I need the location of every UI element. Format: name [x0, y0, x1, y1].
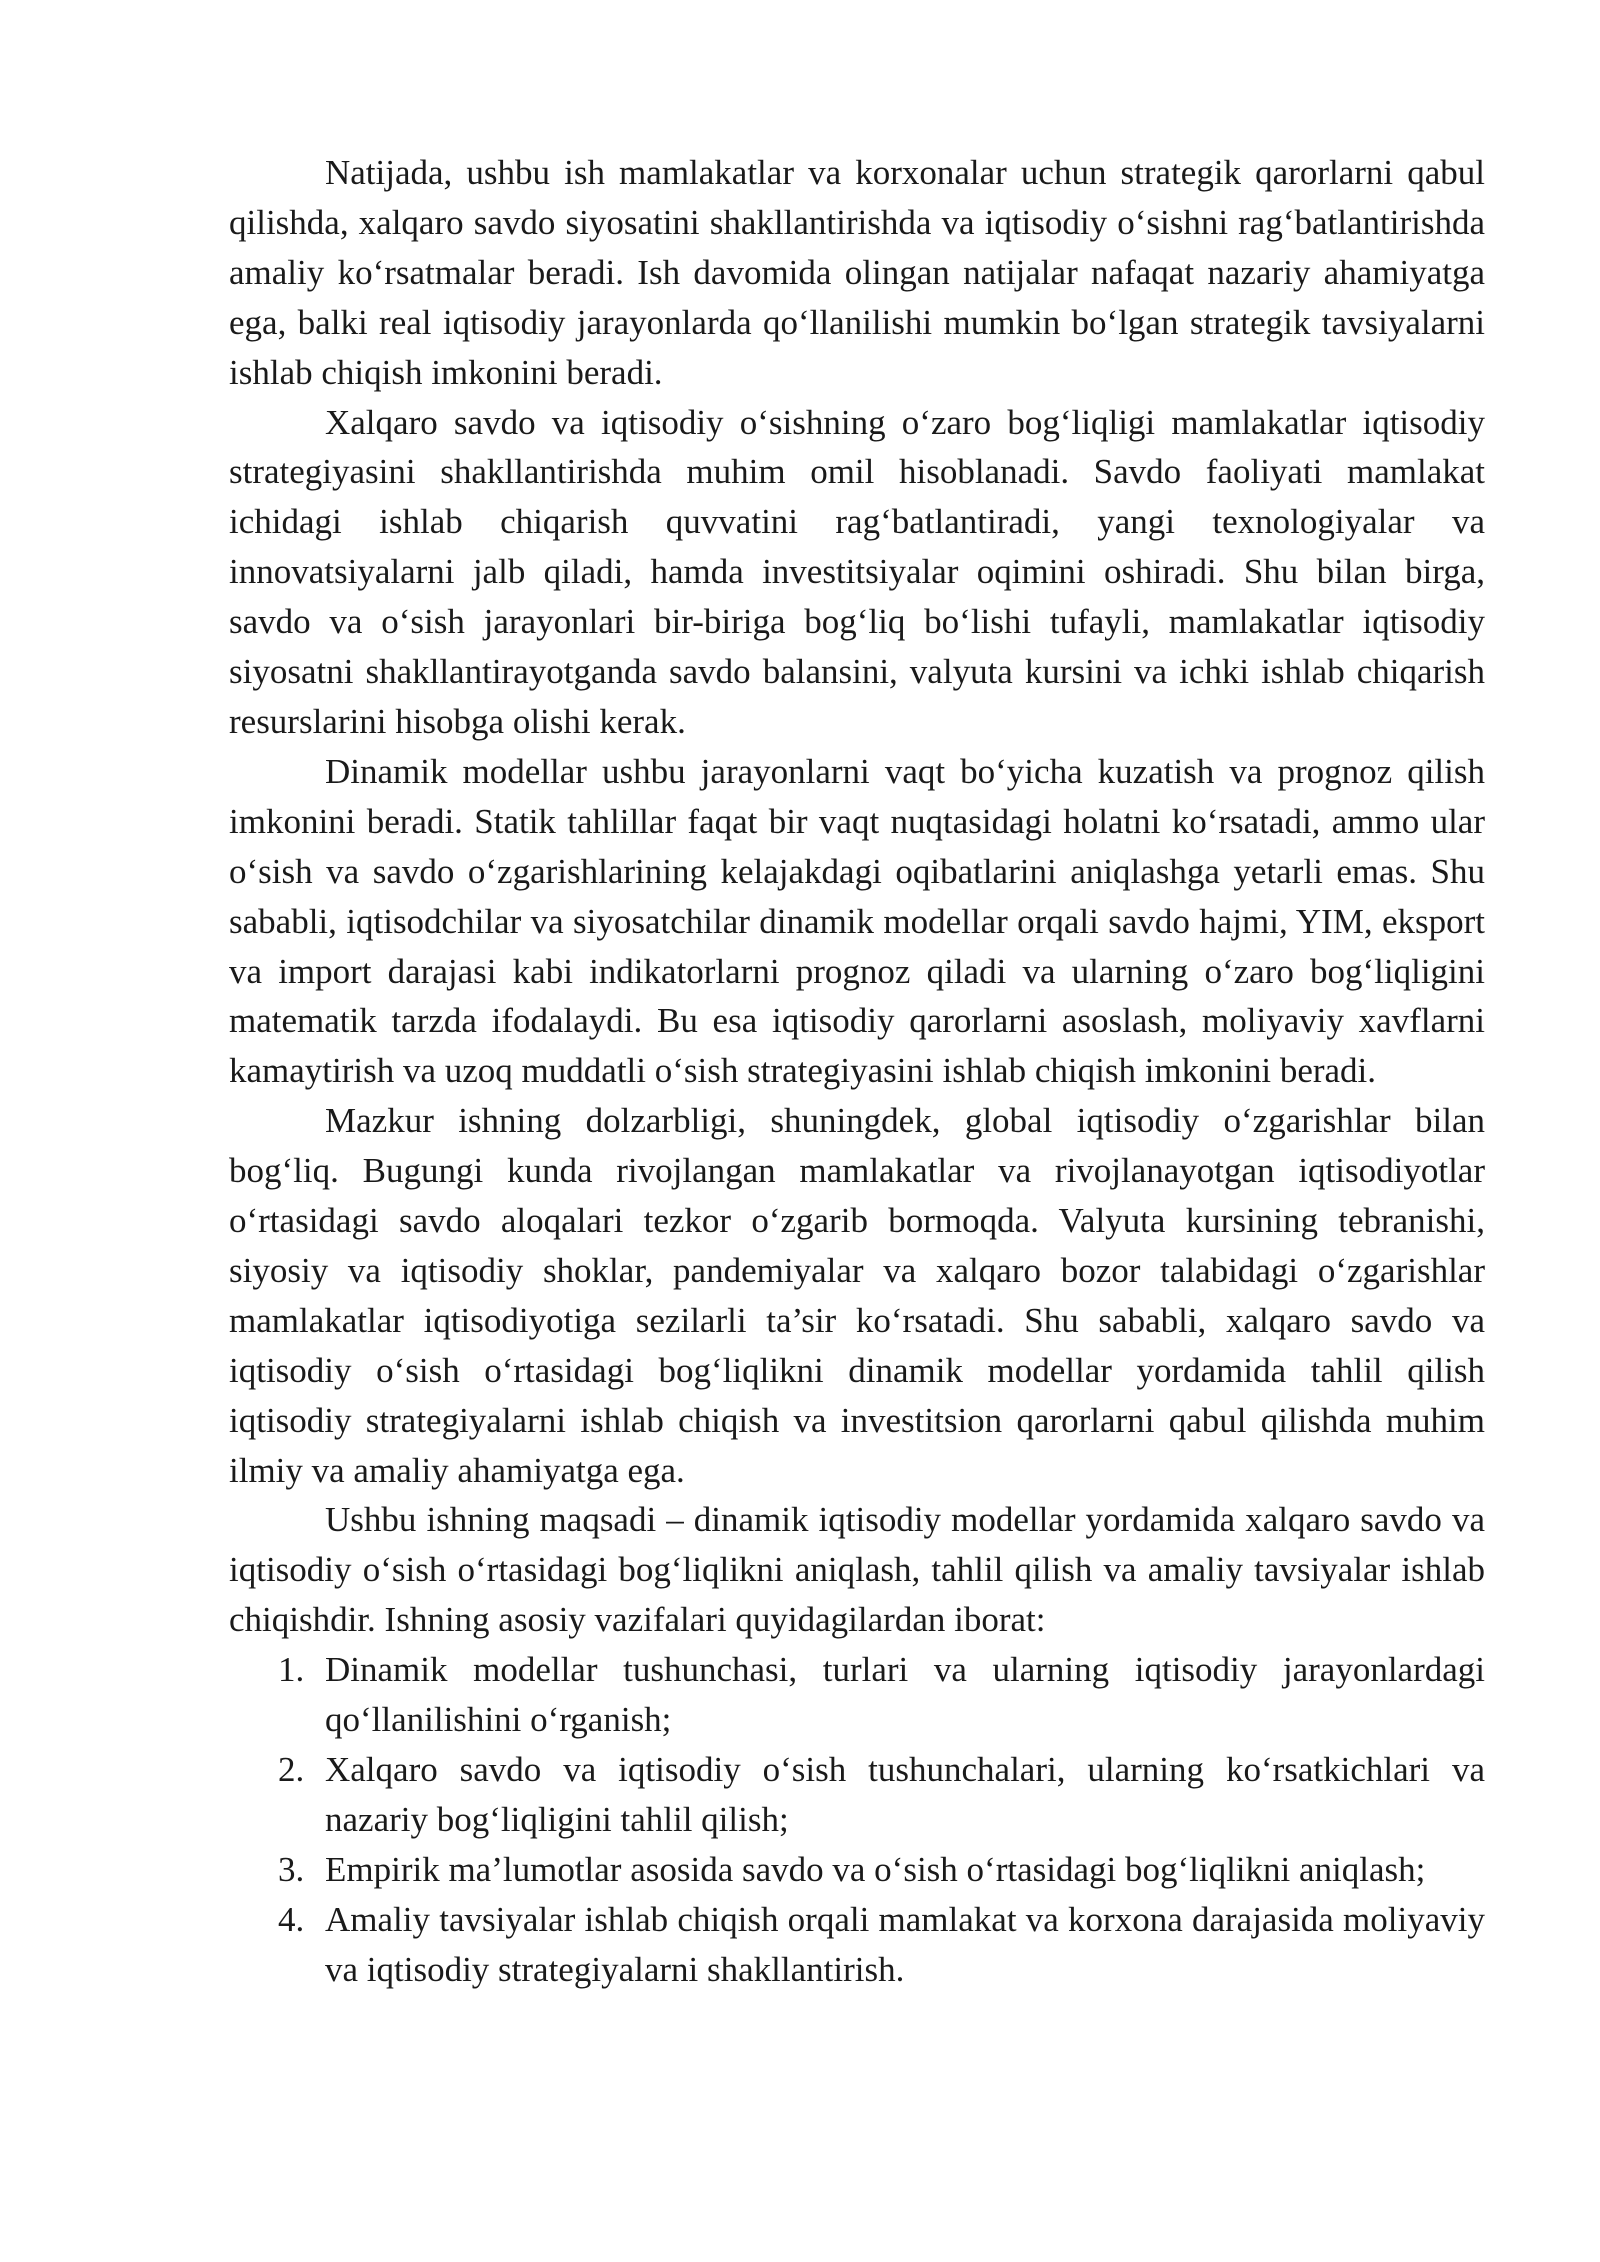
list-item-text: Amaliy tavsiyalar ishlab chiqish orqali mamlakat va korxona darajasida moliyaviy va iqtisodiy strategiyalarni shakllantirish. [325, 1899, 1485, 1989]
list-item-text: Empirik ma’lumotlar asosida savdo va o‘sish o‘rtasidagi bog‘liqlikni aniqlash; [325, 1849, 1426, 1889]
list-item-text: Dinamik modellar tushunchasi, turlari va ularning iqtisodiy jarayonlardagi qo‘llanilishini o‘rganish; [325, 1650, 1485, 1740]
list-item-text: Xalqaro savdo va iqtisodiy o‘sish tushunchalari, ularning ko‘rsatkichlari va nazariy bog‘liqligini tahlil qilish; [325, 1750, 1485, 1839]
paragraph-goal: Ushbu ishning maqsadi – dinamik iqtisodiy modellar yordamida xalqaro savdo va iqtisodiy o‘sish o‘rtasidagi bog‘liqlikni aniqlash, tahlil qilish va amaliy tavsiyalar ishlab chiqishdir. Ishning asosiy vazifalari quyidagilardan iborat: [229, 1500, 1485, 1640]
tasks-list [229, 1645, 1485, 1994]
list-item-number: 2. [278, 1750, 305, 1789]
list-item [229, 1745, 1485, 1845]
paragraph-dynamic-models: Dinamik modellar ushbu jarayonlarni vaqt bo‘yicha kuzatish va prognoz qilish imkonini beradi. Statik tahlillar faqat bir vaqt nuqtasidagi holatni ko‘rsatadi, ammo ular o‘sish va savdo o‘zgarishlarining kelajakdagi oqibatlarini aniqlashga yetarli emas. Shu sababli, iqtisodchilar va siyosatchilar dinamik modellar orqali savdo hajmi, YIM, eksport va import darajasi kabi indikatorlarni prognoz qiladi va ularning o‘zaro bog‘liqligini matematik tarzda ifodalaydi. Bu esa iqtisodiy qarorlarni asoslash, moliyaviy xavflarni kamaytirish va uzoq muddatli o‘sish strategiyasini ishlab chiqish imkonini beradi. [229, 751, 1485, 1091]
document-page [229, 148, 1485, 1995]
list-item [229, 1845, 1485, 1895]
paragraph-trade-growth: Xalqaro savdo va iqtisodiy o‘sishning o‘zaro bog‘liqligi mamlakatlar iqtisodiy strategiyasini shakllantirishda muhim omil hisoblanadi. Savdo faoliyati mamlakat ichidagi ishlab chiqarish quvvatini rag‘batlantiradi, yangi texnologiyalar va innovatsiyalarni jalb qiladi, hamda investitsiyalar oqimini oshiradi. Shu bilan birga, savdo va o‘sish jarayonlari bir-biriga bog‘liq bo‘lishi tufayli, mamlakatlar iqtisodiy siyosatni shakllantirayotganda savdo balansini, valyuta kursini va ichki ishlab chiqarish resurslarini hisobga olishi kerak. [229, 402, 1485, 741]
list-item [229, 1895, 1485, 1995]
list-item-number: 3. [278, 1849, 305, 1889]
list-item [229, 1645, 1485, 1745]
list-item-number: 4. [278, 1899, 305, 1939]
list-item-number: 1. [278, 1650, 305, 1690]
paragraph-results: Natijada, ushbu ish mamlakatlar va korxonalar uchun strategik qarorlarni qabul qilishda, xalqaro savdo siyosatini shakllantirishda va iqtisodiy o‘sishni rag‘batlantirishda amaliy ko‘rsatmalar beradi. Ish davomida olingan natijalar nafaqat nazariy ahamiyatga ega, balki real iqtisodiy jarayonlarda qo‘llanilishi mumkin bo‘lgan strategik tavsiyalarni ishlab chiqish imkonini beradi. [229, 153, 1485, 392]
paragraph-relevance: Mazkur ishning dolzarbligi, shuningdek, global iqtisodiy o‘zgarishlar bilan bog‘liq. Bugungi kunda rivojlangan mamlakatlar va rivojlanayotgan iqtisodiyotlar o‘rtasidagi savdo aloqalari tezkor o‘zgarib bormoqda. Valyuta kursining tebranishi, siyosiy va iqtisodiy shoklar, pandemiyalar va xalqaro bozor talabidagi o‘zgarishlar mamlakatlar iqtisodiyotiga sezilarli ta’sir ko‘rsatadi. Shu sababli, xalqaro savdo va iqtisodiy o‘sish o‘rtasidagi bog‘liqlikni dinamik modellar yordamida tahlil qilish iqtisodiy strategiyalarni ishlab chiqish va investitsion qarorlarni qabul qilishda muhim ilmiy va amaliy ahamiyatga ega. [229, 1101, 1485, 1490]
